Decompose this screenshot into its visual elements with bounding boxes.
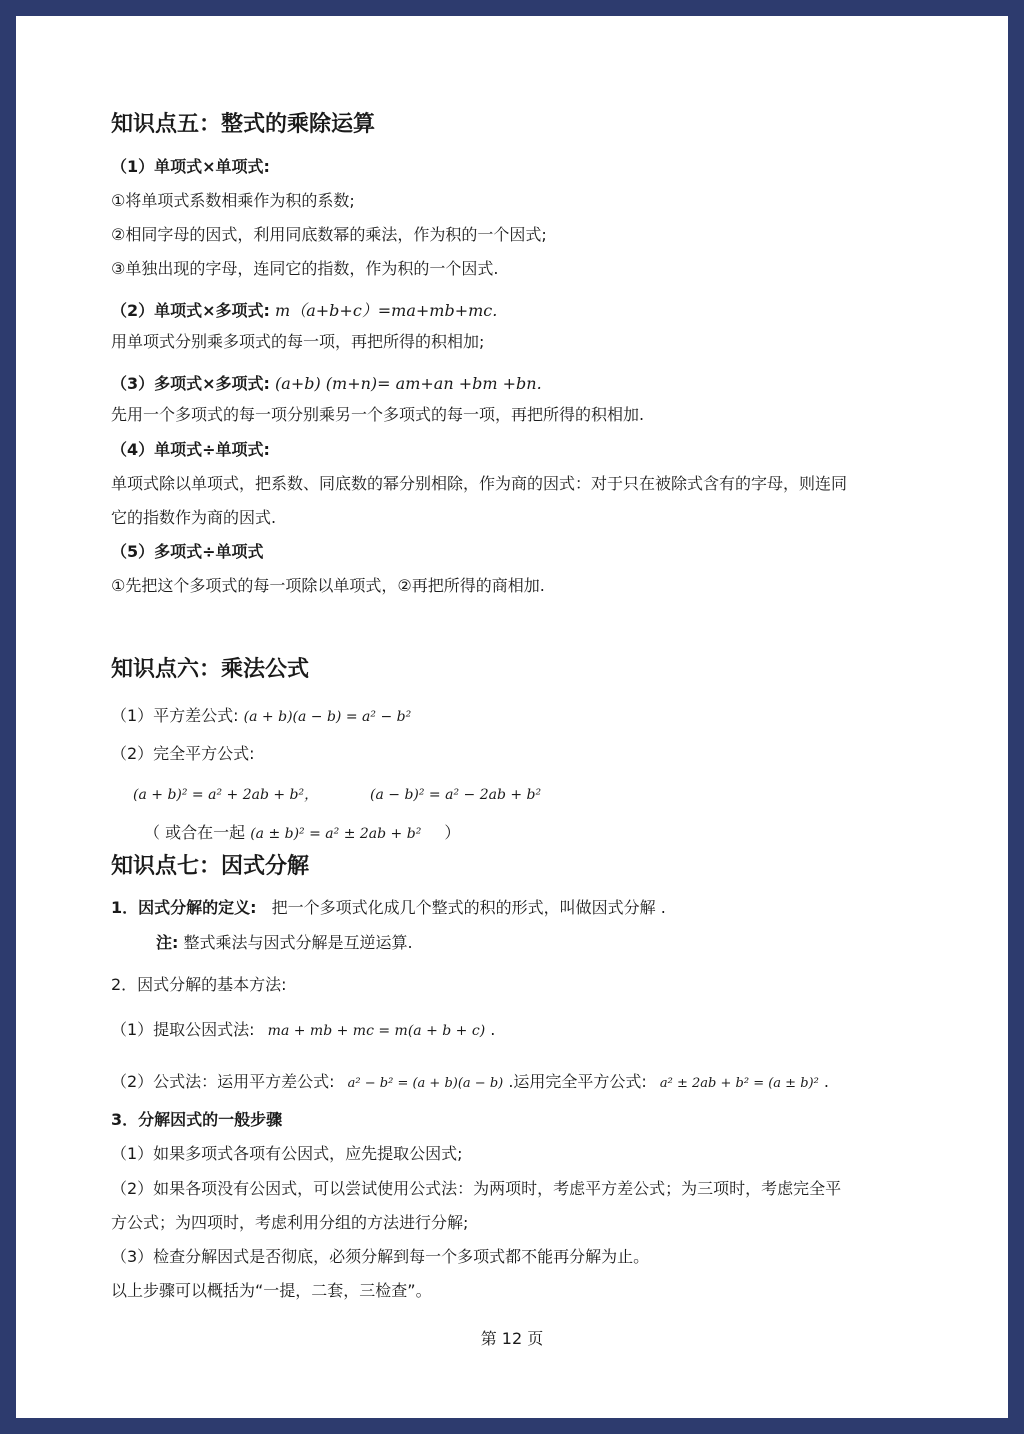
s7-m2-mid: .运用完全平方公式: [508,1072,647,1091]
s7-def-row [111,897,666,919]
s7-m1-row [111,1019,495,1042]
s5-p1-line1: ①将单项式系数相乘作为积的系数; [111,191,355,210]
document-page [16,16,1008,1418]
section-5-title: 知识点五：整式的乘除运算 [111,112,376,137]
s5-p1-heading: （1）单项式×单项式: [111,157,270,176]
s5-p3-row [111,373,542,395]
s5-p4-line2: 它的指数作为商的因式. [111,508,277,527]
s6-p2-formula-a: (a + b)² = a² + 2ab + b²， [133,787,319,803]
s7-step2-line2: 方公式；为四项时，考虑利用分组的方法进行分解; [111,1213,469,1232]
s5-p2-heading: （2）单项式×多项式: [111,301,270,320]
s7-m2-formula-b: a² ± 2ab + b² = (a ± b)² [659,1076,819,1091]
s7-m2-row [111,1071,829,1095]
s5-p5-heading: （5）多项式÷单项式 [111,542,264,561]
s7-step2-line1: （2）如果各项没有公因式，可以尝试使用公式法：为两项时，考虑平方差公式；为三项时，考虑完全平 [111,1179,842,1198]
s7-m1-end: . [490,1020,496,1039]
s6-p3-row [144,822,460,845]
s7-note-row [156,932,413,954]
s7-m1-label: （1）提取公因式法: [111,1020,255,1039]
s5-p2-line1: 用单项式分别乘多项式的每一项，再把所得的积相加; [111,332,485,351]
s5-p3-line1: 先用一个多项式的每一项分别乘另一个多项式的每一项，再把所得的积相加. [111,405,645,424]
s6-p3-formula: (a ± b)² = a² ± 2ab + b² [250,826,422,842]
s6-p2-formula-b: (a − b)² = a² − 2ab + b² [370,787,542,803]
s5-p1-line2: ②相同字母的因式，利用同底数幂的乘法，作为积的一个因式; [111,225,547,244]
s5-p2-row [111,300,497,322]
s6-p1-row [111,705,411,728]
s7-steps-heading: 3．分解因式的一般步骤 [111,1110,283,1129]
s5-p5-line1: ①先把这个多项式的每一项除以单项式，②再把所得的商相加. [111,576,545,595]
s6-p3-open: （ 或合在一起 [144,823,246,842]
s5-p4-heading: （4）单项式÷单项式: [111,440,270,459]
s6-p1-formula: (a + b)(a − b) = a² − b² [243,709,412,725]
s6-p2-label: （2）完全平方公式: [111,744,255,763]
s7-def-heading: 1．因式分解的定义: [111,898,257,917]
s6-p1-label: （1）平方差公式: [111,706,239,725]
s5-p2-formula: m（a+b+c）=ma+mb+mc. [275,301,498,320]
s7-methods-heading: 2．因式分解的基本方法: [111,975,287,994]
s7-def-text: 把一个多项式化成几个整式的积的形式，叫做因式分解 . [271,898,666,917]
s5-p1-line3: ③单独出现的字母，连同它的指数，作为积的一个因式. [111,259,499,278]
s5-p3-heading: （3）多项式×多项式: [111,374,270,393]
page-number: 第 12 页 [480,1329,544,1348]
s7-step3: （3）检查分解因式是否彻底，必须分解到每一个多项式都不能再分解为止。 [111,1247,650,1266]
s5-p4-line1: 单项式除以单项式，把系数、同底数的幂分别相除，作为商的因式：对于只在被除式含有的字母，则连同 [111,474,848,493]
s6-p3-close: ） [444,823,461,842]
s7-note-heading: 注: [156,933,179,952]
section-7-title: 知识点七：因式分解 [111,854,310,879]
s7-step1: （1）如果多项式各项有公因式，应先提取公因式; [111,1144,463,1163]
s7-m2-end: . [823,1072,829,1091]
s7-summary: 以上步骤可以概括为“一提，二套，三检查”。 [111,1281,432,1300]
s7-m2-label: （2）公式法：运用平方差公式: [111,1072,335,1091]
s7-m2-formula-a: a² − b² = (a + b)(a − b) [347,1076,504,1091]
s5-p3-formula: (a+b) (m+n)= am+an +bm +bn. [275,374,542,393]
s7-note-text: 整式乘法与因式分解是互逆运算. [183,933,413,952]
s7-m1-formula: ma + mb + mc = m(a + b + c) [267,1023,486,1039]
section-6-title: 知识点六：乘法公式 [111,657,310,682]
